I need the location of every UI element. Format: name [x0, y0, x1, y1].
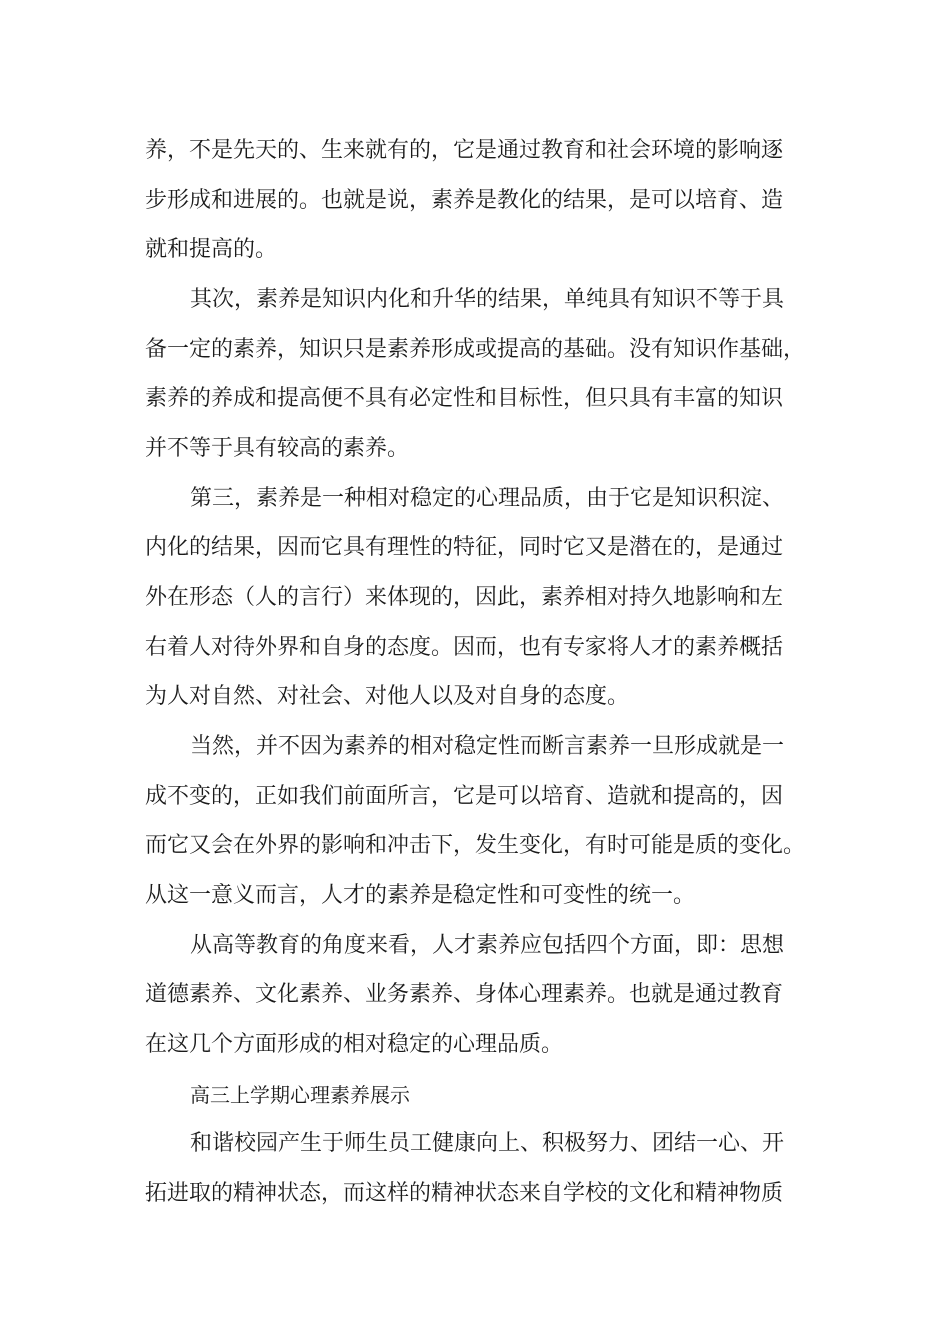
text-line: 和谐校园产生于师生员工健康向上、积极努力、团结一心、开	[190, 1131, 785, 1156]
text-line: 外在形态（人的言行）来体现的，因此，素养相对持久地影响和左	[145, 585, 784, 610]
text-line: 拓进取的精神状态，而这样的精神状态来自学校的文化和精神物质	[145, 1181, 784, 1206]
text-line: 第三，素养是一种相对稳定的心理品质，由于它是知识积淀、	[190, 486, 785, 511]
text-line: 右着人对待外界和自身的态度。因而，也有专家将人才的素养概括	[145, 635, 784, 660]
text-line: 备一定的素养，知识只是素养形成或提高的基础。没有知识作基础，	[145, 337, 806, 362]
text-line: 成不变的，正如我们前面所言，它是可以培育、造就和提高的，因	[145, 784, 784, 809]
text-line: 其次，素养是知识内化和升华的结果，单纯具有知识不等于具	[190, 287, 785, 312]
section-heading: 高三上学期心理素养展示	[190, 1083, 410, 1107]
text-line: 从高等教育的角度来看，人才素养应包括四个方面，即：思想	[190, 933, 785, 958]
text-line: 养，不是先天的、生来就有的，它是通过教育和社会环境的影响逐	[145, 138, 784, 163]
text-line: 步形成和进展的。也就是说，素养是教化的结果，是可以培育、造	[145, 188, 784, 213]
text-line: 内化的结果，因而它具有理性的特征，同时它又是潜在的，是通过	[145, 535, 784, 560]
text-line: 素养的养成和提高便不具有必定性和目标性，但只具有丰富的知识	[145, 386, 784, 411]
text-line: 当然，并不因为素养的相对稳定性而断言素养一旦形成就是一	[190, 734, 785, 759]
text-line: 就和提高的。	[145, 237, 278, 262]
text-line: 道德素养、文化素养、业务素养、身体心理素养。也就是通过教育	[145, 982, 784, 1007]
text-line: 从这一意义而言，人才的素养是稳定性和可变性的统一。	[145, 883, 696, 908]
text-line: 为人对自然、对社会、对他人以及对自身的态度。	[145, 684, 630, 709]
text-line: 并不等于具有较高的素养。	[145, 436, 410, 461]
text-line: 在这几个方面形成的相对稳定的心理品质。	[145, 1032, 564, 1057]
text-line: 而它又会在外界的影响和冲击下，发生变化，有时可能是质的变化。	[145, 833, 806, 858]
